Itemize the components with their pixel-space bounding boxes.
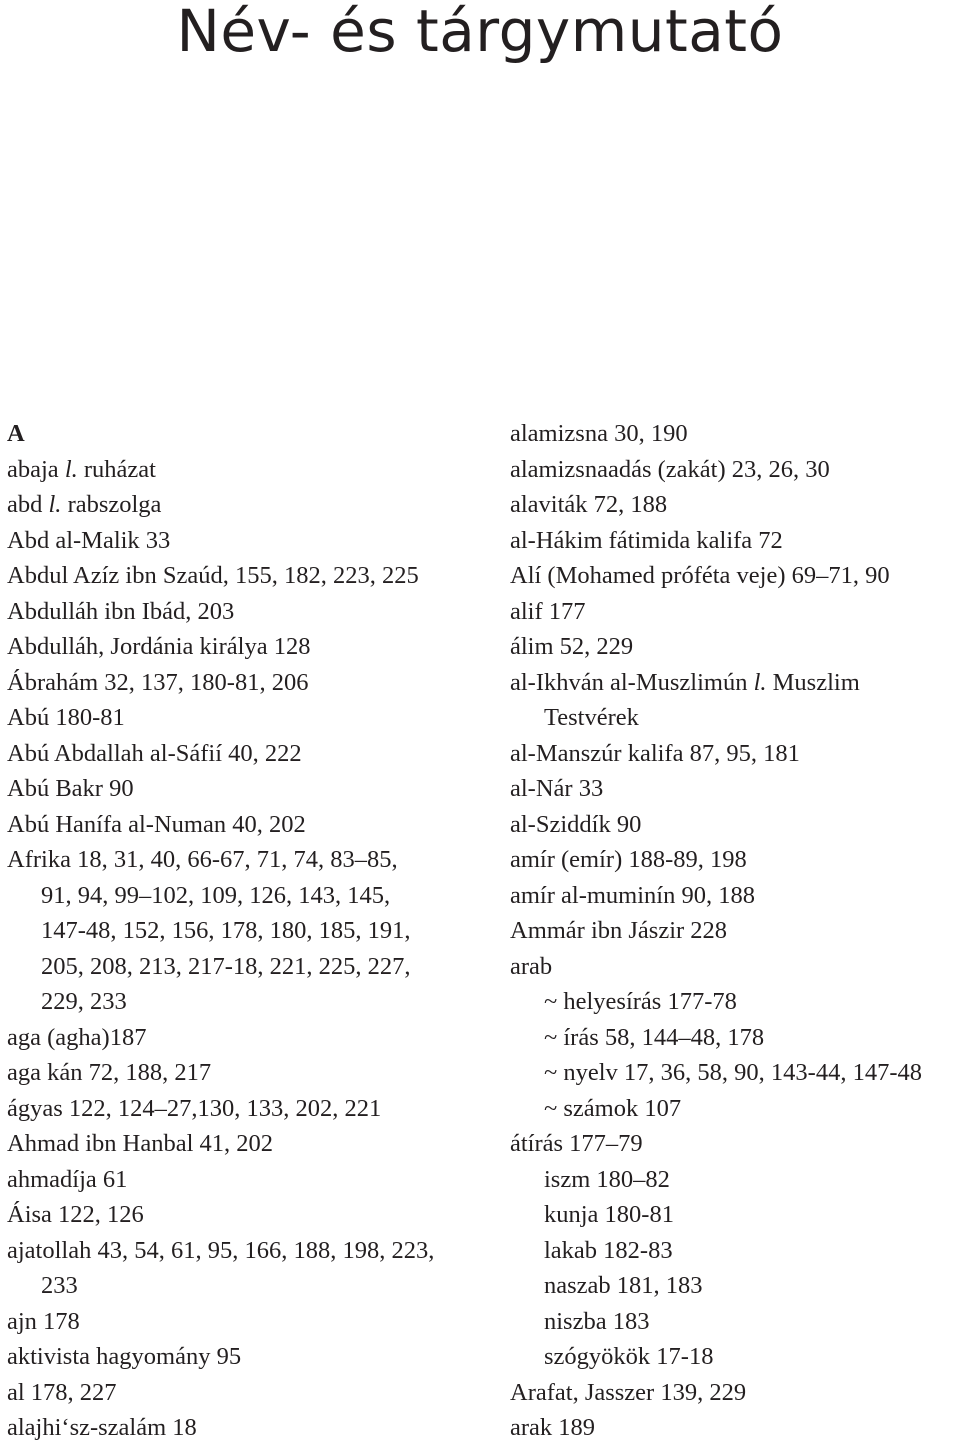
index-entry-continuation: 91, 94, 99–102, 109, 126, 143, 145,: [41, 881, 391, 909]
index-entry-continuation: ~ számok 107: [544, 1094, 682, 1122]
index-entry: Abdulláh ibn Ibád, 203: [7, 597, 235, 625]
index-entry-continuation: Testvérek: [544, 704, 639, 731]
index-entry: Abd al-Malik 33: [7, 526, 171, 554]
index-entry-text: abaja: [7, 455, 65, 483]
index-entry-continuation: iszm 180–82: [544, 1165, 670, 1193]
index-entry-continuation: szógyökök 17-18: [544, 1343, 714, 1370]
cross-reference-marker: l.: [753, 668, 767, 696]
index-entry: [7, 452, 485, 488]
index-entry: Arafat, Jasszer 139, 229: [510, 1378, 747, 1406]
index-entry-continuation: 229, 233: [41, 988, 127, 1015]
index-entry: álim 52, 229: [510, 633, 634, 660]
index-entry: Ahmad ibn Hanbal 41, 202: [7, 1130, 274, 1157]
index-entry-text: al-Ikhván al-Muszlimún: [510, 668, 754, 696]
index-entry: ágyas 122, 124–27,130, 133, 202, 221: [7, 1094, 382, 1122]
index-entry: al-Sziddík 90: [510, 810, 642, 838]
index-entry-text: Muszlim: [766, 668, 860, 696]
index-entry: Abú Bakr 90: [7, 775, 134, 802]
index-entry-continuation: 147-48, 152, 156, 178, 180, 185, 191,: [41, 917, 411, 944]
index-entry: aga kán 72, 188, 217: [7, 1059, 212, 1086]
index-entry: Abú 180-81: [7, 704, 125, 731]
index-letter-heading: A: [7, 420, 25, 447]
index-entry-continuation: 233: [41, 1272, 78, 1299]
index-entry: al-Manszúr kalifa 87, 95, 181: [510, 739, 800, 767]
index-entry-continuation: naszab 181, 183: [544, 1272, 703, 1299]
page-title: Név- és tárgymutató: [176, 0, 784, 65]
index-entry-continuation: ~ helyesírás 177-78: [544, 988, 737, 1015]
index-entry: ahmadíja 61: [7, 1165, 128, 1193]
index-entry: al 178, 227: [7, 1378, 117, 1406]
index-entry-text: ruházat: [77, 455, 156, 483]
index-entry: [510, 665, 960, 701]
index-entry: al-Hákim fátimida kalifa 72: [510, 526, 783, 554]
index-entry: amír al-muminín 90, 188: [510, 881, 755, 909]
index-entry: arak 189: [510, 1414, 596, 1441]
index-entry: átírás 177–79: [510, 1130, 643, 1157]
index-entry-text: rabszolga: [61, 491, 162, 518]
index-entry-continuation: ~ írás 58, 144–48, 178: [544, 1023, 765, 1051]
index-entry-continuation: lakab 182-83: [544, 1236, 673, 1264]
index-entry: alamizsnaadás (zakát) 23, 26, 30: [510, 455, 830, 483]
index-entry: aktivista hagyomány 95: [7, 1343, 242, 1370]
index-entry: [7, 487, 485, 523]
index-entry: ajn 178: [7, 1307, 80, 1335]
index-entry: Abú Hanífa al-Numan 40, 202: [7, 810, 306, 838]
cross-reference-marker: l.: [64, 455, 78, 483]
index-entry: Abú Abdallah al-Sáfií 40, 222: [7, 739, 302, 767]
index-entry: Ammár ibn Jászir 228: [510, 917, 728, 944]
index-entry: Abdulláh, Jordánia királya 128: [7, 633, 311, 660]
index-column-left: [7, 416, 485, 1446]
cross-reference-marker: l.: [48, 491, 62, 518]
index-entry: Áisa 122, 126: [7, 1201, 144, 1228]
index-entry: Afrika 18, 31, 40, 66-67, 71, 74, 83–85,: [7, 846, 398, 873]
index-entry: Alí (Mohamed próféta veje) 69–71, 90: [510, 562, 890, 589]
index-entry: alajhi‘sz-szalám 18: [7, 1414, 197, 1441]
index-entry: al-Nár 33: [510, 775, 604, 802]
index-entry-continuation: niszba 183: [544, 1307, 650, 1335]
index-entry-text: abd: [7, 491, 49, 518]
index-entry: aga (agha)187: [7, 1023, 147, 1051]
index-entry: Abdul Azíz ibn Szaúd, 155, 182, 223, 225: [7, 562, 419, 589]
index-entry-continuation: kunja 180-81: [544, 1201, 674, 1228]
index-column-right: [510, 416, 960, 1446]
index-entry: Ábrahám 32, 137, 180-81, 206: [7, 668, 309, 696]
index-entry: ajatollah 43, 54, 61, 95, 166, 188, 198, 223,: [7, 1236, 435, 1264]
index-entry: amír (emír) 188-89, 198: [510, 846, 747, 873]
index-entry: alif 177: [510, 597, 586, 625]
index-entry: arab: [510, 952, 553, 980]
index-entry-continuation: 205, 208, 213, 217-18, 221, 225, 227,: [41, 952, 411, 980]
index-entry-continuation: ~ nyelv 17, 36, 58, 90, 143-44, 147-48: [544, 1059, 923, 1086]
index-entry: alamizsna 30, 190: [510, 420, 688, 447]
index-entry: alaviták 72, 188: [510, 491, 668, 518]
